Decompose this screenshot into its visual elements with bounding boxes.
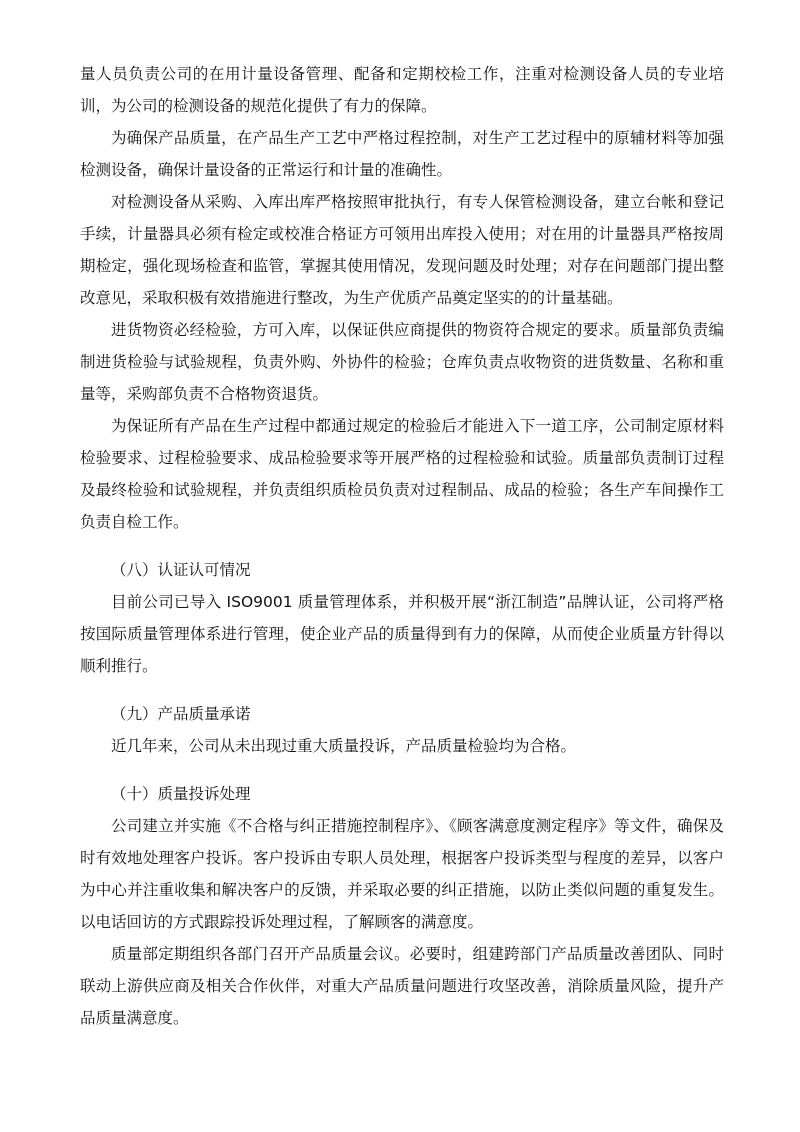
section-8-body: 目前公司已导入 ISO9001 质量管理体系，并积极开展“浙江制造”品牌认证，公司将严格按国际质量管理体系进行管理，使企业产品的质量得到有力的保障，从而使企业质量方针得以顺利推行。 xyxy=(80,593,724,675)
paragraph-incoming-inspection: 进货物资必经检验，方可入库，以保证供应商提供的物资符合规定的要求。质量部负责编制进货检验与试验规程，负责外购、外协件的检验；仓库负责点收物资的进货数量、名称和重量等，采购部负责不合格物资退货。 xyxy=(80,321,724,403)
section-8-heading: （八）认证认可情况 xyxy=(111,561,251,579)
paragraph-process-control: 为确保产品质量，在产品生产工艺中严格过程控制，对生产工艺过程中的原辅材料等加强检测设备，确保计量设备的正常运行和计量的准确性。 xyxy=(80,129,724,179)
paragraph-calibration-staff: 量人员负责公司的在用计量设备管理、配备和定期校检工作，注重对检测设备人员的专业培训，为公司的检测设备的规范化提供了有力的保障。 xyxy=(80,65,724,115)
paragraph-equipment-management: 对检测设备从采购、入库出库严格按照审批执行，有专人保管检测设备，建立台帐和登记手续，计量器具必须有检定或校准合格证方可领用出库投入使用；对在用的计量器具严格按周期检定，强化现场检查和监管，掌握其使用情况，发现问题及时处理；对存在问题部门提出整改意见，采取积极有效措施进行整改，为生产优质产品奠定坚实的的计量基础。 xyxy=(80,193,724,307)
section-9-body: 近几年来，公司从未出现过重大质量投诉，产品质量检验均为合格。 xyxy=(111,737,577,755)
section-10-heading: （十）质量投诉处理 xyxy=(111,785,251,803)
section-10-body-2: 质量部定期组织各部门召开产品质量会议。必要时，组建跨部门产品质量改善团队、同时联动上游供应商及相关合作伙伴，对重大产品质量问题进行攻坚改善，消除质量风险，提升产品质量满意度。 xyxy=(80,945,724,1027)
section-9-heading: （九）产品质量承诺 xyxy=(111,705,251,723)
paragraph-process-inspection: 为保证所有产品在生产过程中都通过规定的检验后才能进入下一道工序，公司制定原材料检验要求、过程检验要求、成品检验要求等开展严格的过程检验和试验。质量部负责制订过程及最终检验和试验规程，并负责组织质检员负责对过程制品、成品的检验；各生产车间操作工负责自检工作。 xyxy=(80,417,724,531)
document-page xyxy=(80,58,724,1034)
section-10-body-1: 公司建立并实施《不合格与纠正措施控制程序》、《顾客满意度测定程序》等文件，确保及时有效地处理客户投诉。客户投诉由专职人员处理，根据客户投诉类型与程度的差异，以客户为中心并注重收集和解决客户的反馈，并采取必要的纠正措施，以防止类似问题的重复发生。以电话回访的方式跟踪投诉处理过程，了解顾客的满意度。 xyxy=(80,817,724,931)
